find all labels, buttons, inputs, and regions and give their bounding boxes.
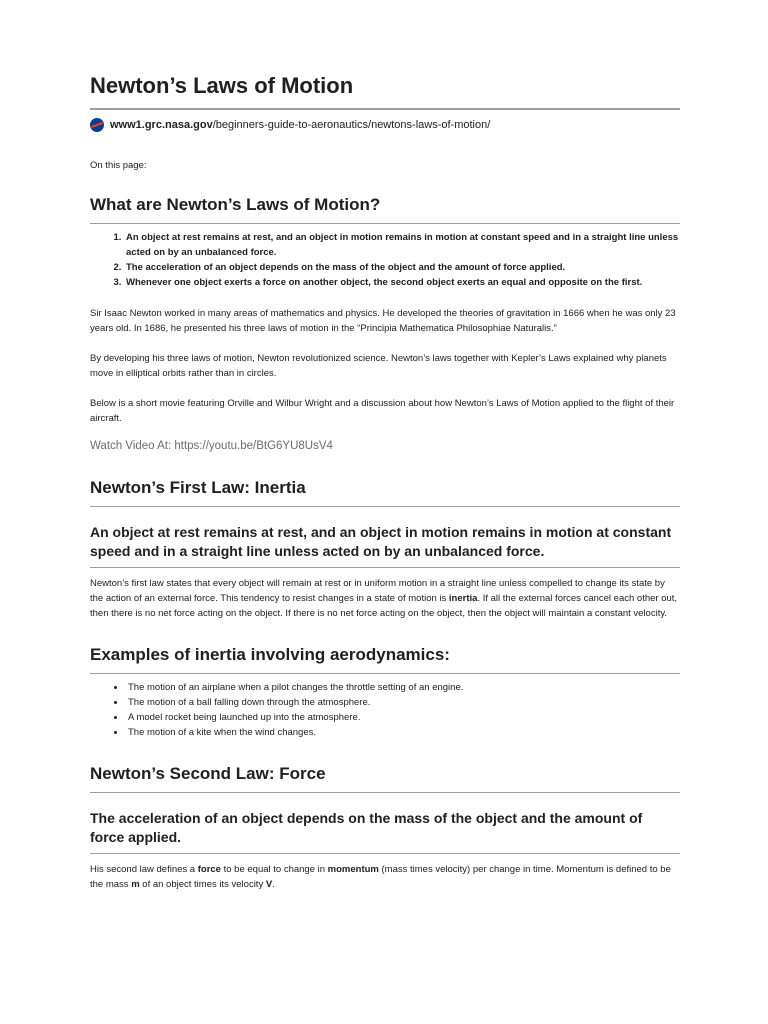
first-law-text: . If all the external forces cancel each other out, then there is no net force acting on the object. If there is no net force acting on the object, then the object will maintain a constant velocity. (90, 593, 678, 619)
nasa-logo-icon (90, 118, 104, 132)
list-item: • The motion of a kite when the wind changes. (126, 725, 680, 740)
second-law-statement: The acceleration of an object depends on the mass of the object and the amount of force applied. (90, 810, 643, 845)
intro-paragraph: By developing his three laws of motion, Newton revolutionized science. Newton’s laws together with Kepler’s Laws explained why planets move in elliptical orbits rather than in circles. (90, 353, 667, 379)
examples-list (90, 680, 680, 740)
second-law-heading: Newton’s Second Law: Force (90, 764, 326, 783)
intro-heading: What are Newton’s Laws of Motion? (90, 195, 381, 214)
intro-divider (90, 223, 680, 224)
velocity-term: V (265, 879, 273, 890)
list-item: • A model rocket being launched up into the atmosphere. (126, 710, 680, 725)
second-law-body (90, 862, 680, 892)
laws-list (90, 230, 680, 290)
first-law-text: Newton’s first law states that every object will remain at rest or in uniform motion in a straight line unless compelled to change its state by the action of an external force. This tendency to resist changes in a state of motion is (90, 578, 665, 604)
intro-paragraph: Sir Isaac Newton worked in many areas of mathematics and physics. He developed the theories of gravitation in 1666 when he was only 23 years old. In 1686, he presented his three laws of motion in the “Principia Mathematica Philosophiae Naturalis.” (90, 308, 676, 334)
first-law-heading: Newton’s First Law: Inertia (90, 478, 306, 497)
source-link-row[interactable] (90, 118, 680, 132)
momentum-term: momentum (327, 864, 379, 875)
force-term: force (197, 864, 221, 875)
examples-heading: Examples of inertia involving aerodynamics: (90, 645, 450, 664)
examples-divider (90, 673, 680, 674)
list-item: 2. The acceleration of an object depends on the mass of the object and the amount of force applied. (124, 260, 680, 275)
intro-paragraph: Below is a short movie featuring Orville and Wilbur Wright and a discussion about how Newton’s Laws of Motion applied to the flight of their aircraft. (90, 398, 675, 424)
source-path[interactable]: /beginners-guide-to-aeronautics/newtons-laws-of-motion/ (212, 119, 491, 131)
second-law-text: . (272, 879, 275, 890)
on-this-page-label: On this page: (90, 160, 147, 171)
first-law-divider (90, 506, 680, 507)
list-item: • The motion of a ball falling down through the atmosphere. (126, 695, 680, 710)
second-law-statement-divider (90, 853, 680, 854)
second-law-text: to be equal to change in (220, 864, 328, 875)
first-law-body (90, 576, 680, 621)
list-item: 3. Whenever one object exerts a force on another object, the second object exerts an equal and opposite on the first. (124, 275, 680, 290)
list-item: 1. An object at rest remains at rest, and an object in motion remains in motion at constant speed and in a straight line unless acted on by an unbalanced force. (124, 230, 680, 260)
second-law-text: of an object times its velocity (139, 879, 266, 890)
list-item: • The motion of an airplane when a pilot changes the throttle setting of an engine. (126, 680, 680, 695)
title-divider (90, 108, 680, 110)
first-law-statement-divider (90, 567, 680, 568)
video-link[interactable]: Watch Video At: https://youtu.be/BtG6YU8UsV4 (90, 440, 333, 452)
source-domain[interactable]: www1.grc.nasa.gov (110, 119, 213, 131)
second-law-divider (90, 792, 680, 793)
first-law-statement: An object at rest remains at rest, and an object in motion remains in motion at constant speed and in a straight line unless acted on by an unbalanced force. (90, 524, 672, 559)
second-law-text: His second law defines a (90, 864, 198, 875)
mass-term: m (131, 879, 140, 890)
article (90, 70, 680, 892)
page-title: Newton’s Laws of Motion (90, 73, 354, 98)
second-law-text: (mass times velocity) per change in time. Momentum is defined to be the mass (90, 864, 671, 890)
inertia-term: inertia (448, 593, 478, 604)
